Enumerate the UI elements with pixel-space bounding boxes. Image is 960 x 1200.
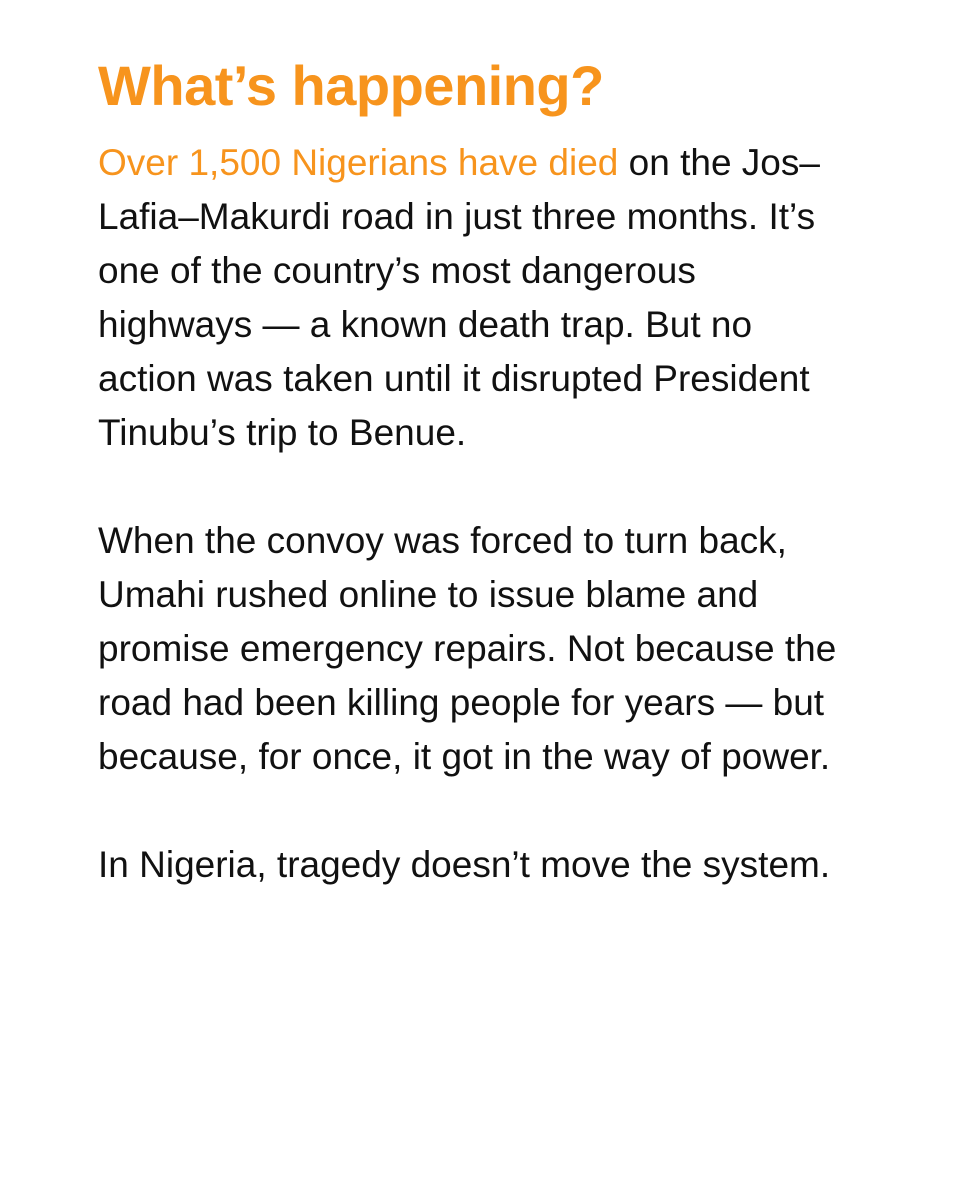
paragraph-intro-text: on the Jos–Lafia–Makurdi road in just three months. It’s one of the country’s most dangerous highways — a known death trap. But no action was taken until it disrupted President Tinubu’s trip to Benue. bbox=[98, 142, 820, 453]
section-heading: What’s happening? bbox=[98, 54, 604, 117]
paragraph-intro bbox=[98, 136, 860, 460]
paragraph-convoy: When the convoy was forced to turn back, Umahi rushed online to issue blame and promise emergency repairs. Not because the road had been killing people for years — but because, for once, it got in the way of power. bbox=[98, 520, 837, 777]
paragraph-conclusion: In Nigeria, tragedy doesn’t move the system. bbox=[98, 844, 831, 885]
highlighted-statistic: Over 1,500 Nigerians have died bbox=[98, 142, 619, 183]
